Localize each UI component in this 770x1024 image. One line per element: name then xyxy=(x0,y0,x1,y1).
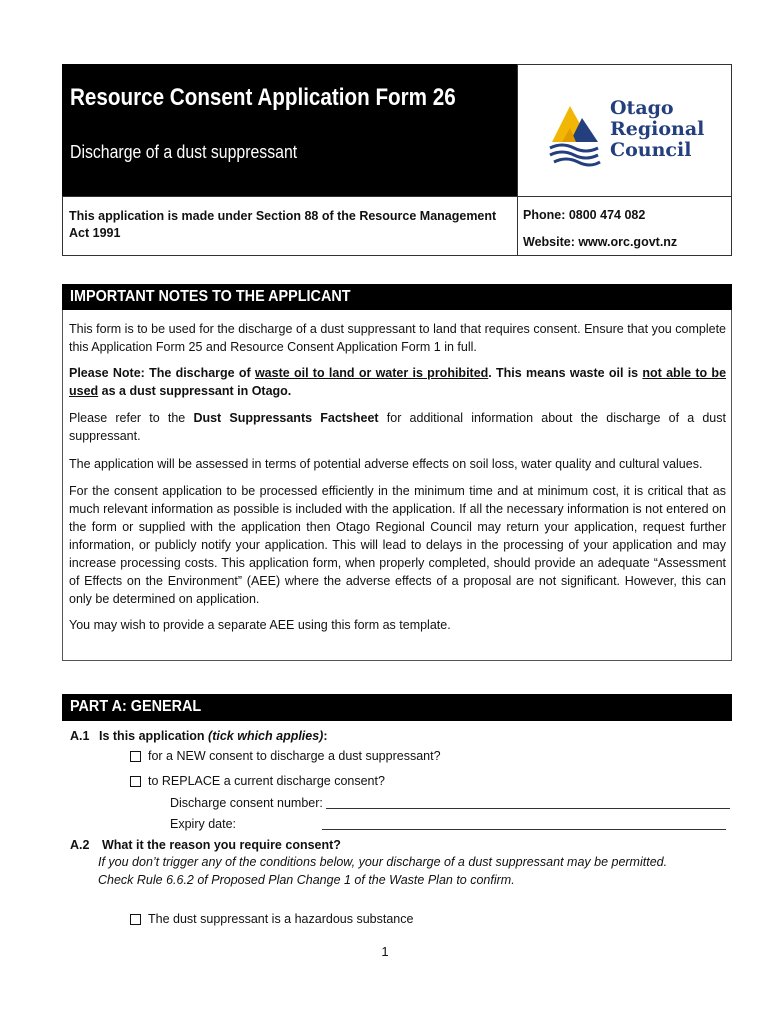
hazardous-substance-checkbox[interactable] xyxy=(130,914,141,925)
notes-paragraph-3: Please refer to the Dust Suppressants Factsheet for additional information about the discharge of a dust suppressant. xyxy=(69,411,726,443)
website: Website: www.orc.govt.nz xyxy=(523,235,678,249)
orc-logo-icon xyxy=(548,98,608,168)
new-consent-label: for a NEW consent to discharge a dust suppressant? xyxy=(148,749,441,763)
expiry-date-field[interactable] xyxy=(322,818,726,830)
notes-heading: IMPORTANT NOTES TO THE APPLICANT xyxy=(62,284,732,310)
notes-paragraph-1: This form is to be used for the discharge of a dust suppressant to land that requires consent. Ensure that you complete this Application Form 25 and Resource Consent Application Form 1 in full. xyxy=(69,322,726,354)
consent-number-label: Discharge consent number: xyxy=(170,796,323,810)
notes-paragraph-6: You may wish to provide a separate AEE using this form as template. xyxy=(69,618,451,632)
notes-paragraph-5: For the consent application to be processed efficiently in the minimum time and at minimum cost, it is critical that as much relevant information as possible is included with the application. If all the necessary information is not entered on the form or supplied with the application then Otago Regional Council may return your application, request further information, or publicly notify your application. This will lead to delays in the processing of your application and may increase processing costs. This application form, when properly completed, should provide an adequate “Assessment of Effects on the Environment” (AEE) where the adverse effects of a proposal are not significant. However, this can only be determined on application. xyxy=(69,484,726,606)
option-replace-consent[interactable] xyxy=(130,774,385,788)
question-a2-note-1: If you don’t trigger any of the conditions below, your discharge of a dust suppressant may be permitted. xyxy=(98,855,668,869)
consent-number-field[interactable] xyxy=(326,797,730,809)
question-a1: Is this application (tick which applies): xyxy=(99,729,328,743)
question-a1-number: A.1 xyxy=(70,729,90,743)
hazardous-substance-label: The dust suppressant is a hazardous substance xyxy=(148,912,414,926)
expiry-date-label: Expiry date: xyxy=(170,817,237,831)
phone-number: Phone: 0800 474 082 xyxy=(523,208,646,222)
question-a2: What it the reason you require consent? xyxy=(102,838,341,852)
orc-logo xyxy=(517,64,733,196)
replace-consent-checkbox[interactable] xyxy=(130,776,141,787)
option-new-consent[interactable] xyxy=(130,749,441,763)
title-block xyxy=(62,64,517,196)
act-statement: This application is made under Section 88 of the Resource Management Act 1991 xyxy=(69,209,497,240)
form-title: Resource Consent Application Form 26 xyxy=(70,84,456,111)
notes-paragraph-4: The application will be assessed in terms of potential adverse effects on soil loss, water quality and cultural values. xyxy=(69,457,703,471)
question-a2-number: A.2 xyxy=(70,838,90,852)
notes-paragraph-2: Please Note: The discharge of waste oil to land or water is prohibited. This means waste oil is not able to be used as a dust suppressant in Otago. xyxy=(69,366,727,398)
logo-wordmark: Otago Regional Council xyxy=(610,97,705,161)
option-hazardous-substance[interactable] xyxy=(130,912,413,926)
part-a-heading: PART A: GENERAL xyxy=(62,694,732,721)
form-subtitle: Discharge of a dust suppressant xyxy=(70,142,298,162)
new-consent-checkbox[interactable] xyxy=(130,751,141,762)
replace-consent-label: to REPLACE a current discharge consent? xyxy=(148,774,385,788)
header-divider xyxy=(517,196,518,256)
page-number: 1 xyxy=(381,944,389,959)
question-a2-note-2: Check Rule 6.6.2 of Proposed Plan Change 1 of the Waste Plan to confirm. xyxy=(98,873,515,887)
